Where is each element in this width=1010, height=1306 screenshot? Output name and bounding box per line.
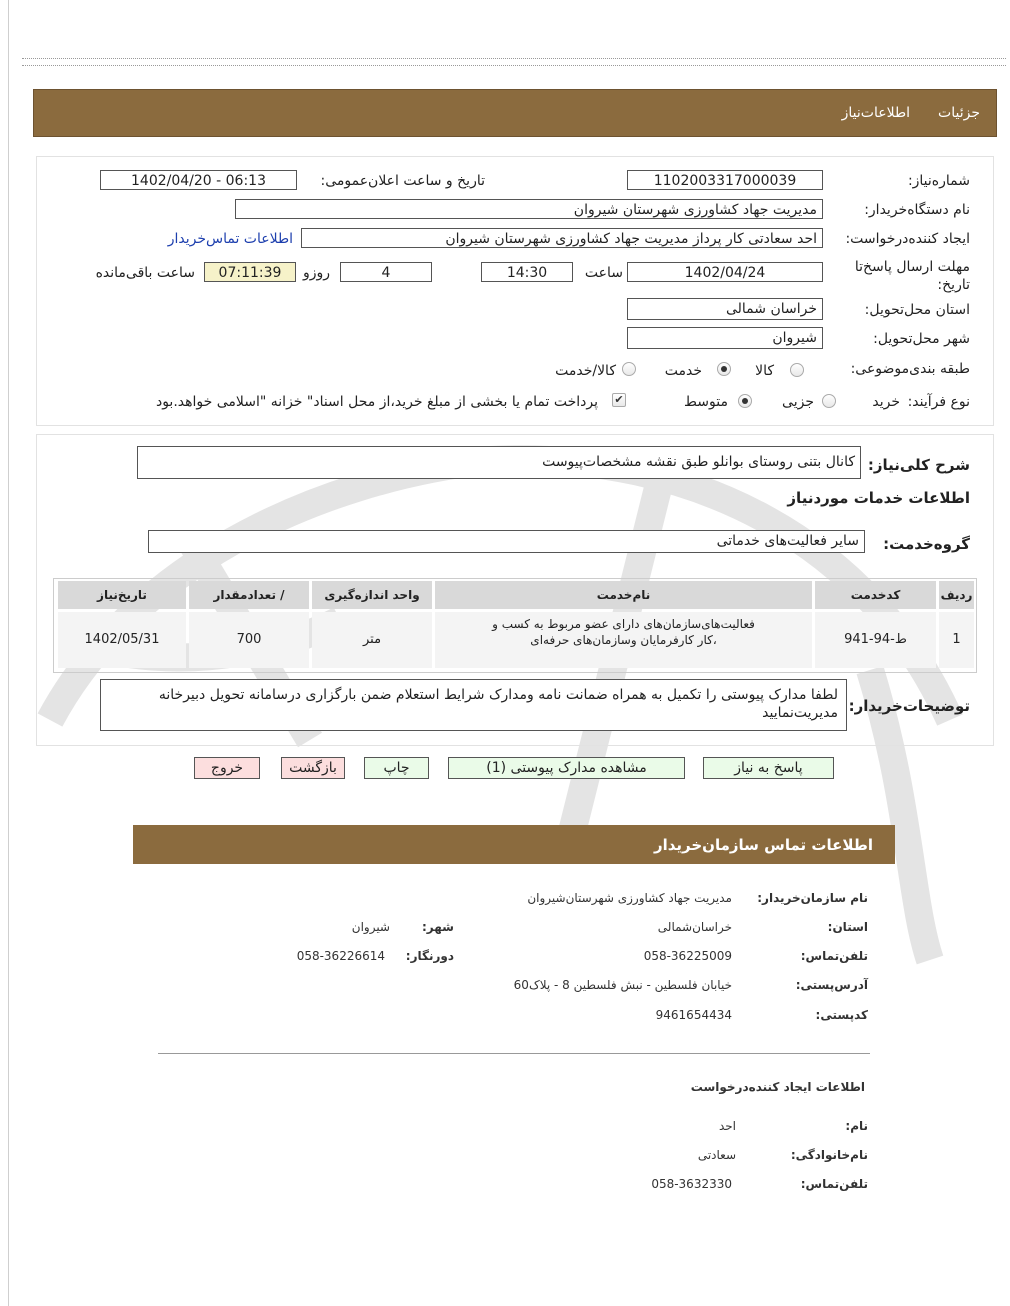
creator-phone-value: 058-3632330 [651, 1177, 732, 1191]
fax-value: 058-36226614 [296, 949, 385, 963]
remaining-label: ساعت باقی‌مانده [95, 265, 195, 281]
tab-details[interactable]: جزئیات [938, 105, 980, 121]
buyer-contact-link[interactable]: اطلاعات تماس‌خریدار [167, 231, 293, 247]
announce-date-label: تاریخ و ساعت اعلان‌عمومی: [320, 173, 485, 189]
deadline-time-label: ساعت [584, 265, 623, 281]
creator-phone-label: تلفن‌تماس: [800, 1177, 868, 1191]
view-documents-button[interactable]: مشاهده مدارک پیوستی (1) [448, 757, 685, 779]
treasury-payment-note: پرداخت تمام یا بخشی از مبلغ خرید،از محل اسناد" خزانه "اسلامی خواهد.بود [155, 394, 598, 410]
category-service-radio[interactable] [717, 362, 731, 376]
cell-date: 1402/05/31 [58, 612, 186, 668]
address-label: آدرس‌پستی: [795, 978, 868, 992]
th-name: نام‌خدمت [435, 581, 812, 609]
org-value: مدیریت جهاد کشاورزی شهرستان‌شیروان [527, 891, 732, 905]
process-partial-radio[interactable] [822, 394, 836, 408]
buyer-notes-field: لطفا مدارک پیوستی را تکمیل به همراه ضمانت نامه ومدارک شرایط استعلام ضمن بارگزاری درسامانه تحویل دبیرخانه مدیریت‌نمایید [100, 679, 847, 731]
creator-field: احد سعادتی کار پرداز مدیریت جهاد کشاورزی شهرستان شیروان [301, 228, 823, 248]
need-number-label: شماره‌نیاز: [907, 173, 970, 189]
th-row: ردیف [939, 581, 974, 609]
city-label: شهر محل‌تحویل: [873, 331, 970, 347]
province-label: استان محل‌تحویل: [864, 302, 970, 318]
cell-qty: 700 [189, 612, 309, 668]
phone-value: 058-36225009 [643, 949, 732, 963]
contact-title: اطلاعات تماس سازمان‌خریدار [653, 836, 873, 854]
creator-info-title: اطلاعات ایجاد کننده‌درخواست [690, 1080, 865, 1094]
back-button[interactable]: بازگشت [281, 757, 345, 779]
category-goods-radio[interactable] [790, 363, 804, 377]
left-border-line [8, 0, 9, 1306]
check-mark-icon: ✔ [614, 393, 624, 406]
address-value: خیابان فلسطین - نبش فلسطین 8 - پلاک60 [513, 978, 732, 992]
contact-header-bar [133, 825, 895, 864]
cell-name-wrap [435, 612, 812, 668]
category-label: طبقه بندی‌موضوعی: [850, 361, 970, 377]
deadline-time-field: 14:30 [481, 262, 573, 282]
tab-need-info[interactable]: اطلاعات‌نیاز [841, 105, 910, 121]
creator-name-value: احد [718, 1119, 736, 1133]
deadline-label: مهلت ارسال پاسخ‌تا تاریخ: [854, 259, 970, 293]
creator-family-value: سعادتی [697, 1148, 736, 1162]
province-info-label: استان: [827, 920, 868, 934]
buyer-org-label: نام دستگاه‌خریدار: [864, 202, 970, 218]
city-info-value: شیروان [351, 920, 390, 934]
cell-name: فعالیت‌های‌سازمان‌های دارای عضو مربوط به کسب و ،کار کارفرمایان وسازمان‌های حرفه‌ای [492, 617, 755, 647]
creator-label: ایجاد کننده‌درخواست: [845, 231, 970, 247]
reply-button[interactable]: پاسخ به نیاز [703, 757, 834, 779]
buyer-notes-label: توضیحات‌خریدار: [848, 697, 970, 715]
postal-code-label: کدپستی: [815, 1008, 868, 1022]
buyer-org-field: مدیریت جهاد کشاورزی شهرستان شیروان [235, 199, 823, 219]
category-goods-label: کالا [755, 363, 774, 379]
th-code: کدخدمت [815, 581, 936, 609]
services-title: اطلاعات خدمات موردنیاز [787, 489, 970, 507]
days-field: 4 [340, 262, 432, 282]
print-button[interactable]: چاپ [364, 757, 429, 779]
contact-divider [158, 1053, 870, 1054]
phone-label: تلفن‌تماس: [800, 949, 868, 963]
creator-name-label: نام: [845, 1119, 868, 1133]
city-info-label: شهر: [422, 920, 454, 934]
th-qty: تعدادمقدار / [189, 581, 309, 609]
org-label: نام سازمان‌خریدار: [757, 891, 868, 905]
process-medium-label: متوسط [684, 394, 728, 410]
cell-unit: متر [312, 612, 432, 668]
creator-family-label: نام‌خانوادگی: [790, 1148, 868, 1162]
process-partial-label: جزیی [782, 394, 814, 410]
dotted-separator [22, 58, 1006, 66]
category-service-label: خدمت [664, 363, 702, 379]
th-date: تاریخ‌نیاز [58, 581, 186, 609]
postal-code-value: 9461654434 [655, 1008, 732, 1022]
service-group-label: گروه‌خدمت: [883, 535, 970, 553]
summary-label: شرح کلی‌نیاز: [867, 456, 970, 474]
process-buy-label: خرید [872, 394, 900, 410]
province-info-value: خراسان‌شمالی [657, 920, 732, 934]
category-both-label: کالا/خدمت [555, 363, 616, 379]
province-field: خراسان شمالی [627, 298, 823, 320]
process-medium-radio[interactable] [738, 394, 752, 408]
days-label: روزو [302, 265, 330, 281]
category-both-radio[interactable] [622, 362, 636, 376]
services-table [53, 578, 977, 673]
deadline-date-field: 1402/04/24 [627, 262, 823, 282]
process-type-label: نوع فرآیند: [907, 394, 970, 410]
fax-label: دورنگار: [405, 949, 454, 963]
th-unit: واحد اندازه‌گیری [312, 581, 432, 609]
remaining-time-field: 07:11:39 [204, 262, 296, 282]
summary-field: کانال بتنی روستای بوانلو طبق نقشه مشخصات‌پیوست [137, 446, 861, 479]
treasury-payment-checkbox[interactable] [612, 393, 626, 407]
city-field: شیروان [627, 327, 823, 349]
details-header-bar [33, 89, 997, 137]
announce-date-field: 1402/04/20 - 06:13 [100, 170, 297, 190]
cell-row: 1 [939, 612, 974, 668]
service-group-field: سایر فعالیت‌های خدماتی [148, 530, 865, 553]
cell-code: ط-94-941 [815, 612, 936, 668]
exit-button[interactable]: خروج [194, 757, 260, 779]
need-number-field: 1102003317000039 [627, 170, 823, 190]
